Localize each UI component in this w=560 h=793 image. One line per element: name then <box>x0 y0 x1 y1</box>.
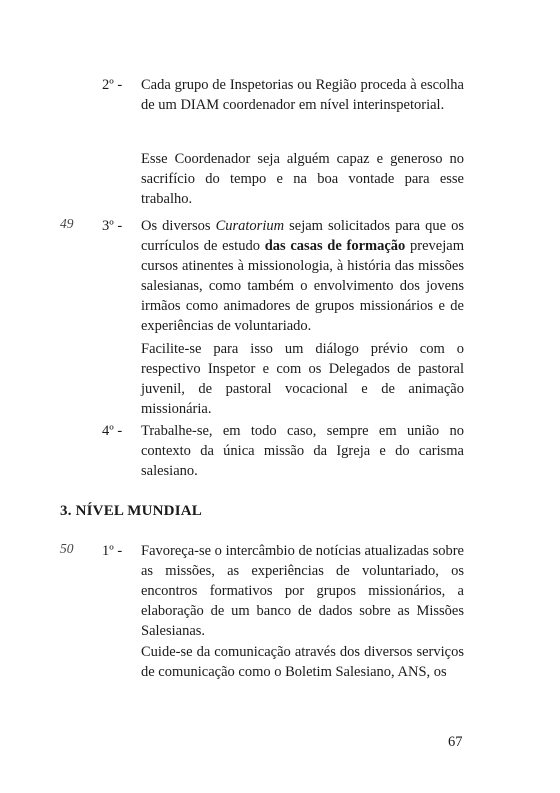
paragraph: Cuide-se da comunicação através dos diversos serviços de comunicação como o Boletim Salesiano, ANS, os <box>141 644 464 680</box>
paragraph: Cada grupo de Inspetorias ou Região proceda à escolha de um DIAM coordenador em nível interinspetorial. <box>141 77 464 113</box>
paragraph: Os diversos Curatorium sejam solicitados para que os currículos de estudo das casas de formação prevejam cursos atinentes à missionologia, à história das missões salesianas, como também o envolvimento dos jovens irmãos como animadores de grupos missionários e de experiências de voluntariado. <box>141 218 465 334</box>
page-number: 67 <box>448 734 463 750</box>
item-number: 3º - <box>102 218 123 234</box>
paragraph: Esse Coordenador seja alguém capaz e generoso no sacrifício do tempo e na boa vontade para esse trabalho. <box>141 151 464 207</box>
margin-number: 49 <box>60 216 74 231</box>
emphasis-italic: Curatorium <box>215 218 285 234</box>
margin-number: 50 <box>60 541 74 556</box>
item-number: 1º - <box>102 543 123 559</box>
paragraph: Favoreça-se o intercâmbio de notícias atualizadas sobre as missões, as experiências de voluntariado, os encontros formativos por grupos missionários, a elaboração de um banco de dados sobre as Missões Salesianas. <box>141 543 464 639</box>
paragraph: Trabalhe-se, em todo caso, sempre em união no contexto da única missão da Igreja e do carisma salesiano. <box>141 423 464 479</box>
paragraph: Facilite-se para isso um diálogo prévio com o respectivo Inspetor e com os Delegados de pastoral juvenil, de pastoral vocacional e de animação missionária. <box>141 341 464 417</box>
emphasis-bold: das casas de formação <box>264 238 406 254</box>
item-number: 2º - <box>102 77 123 93</box>
section-heading: 3. NÍVEL MUNDIAL <box>60 503 202 519</box>
item-number: 4º - <box>102 423 123 439</box>
